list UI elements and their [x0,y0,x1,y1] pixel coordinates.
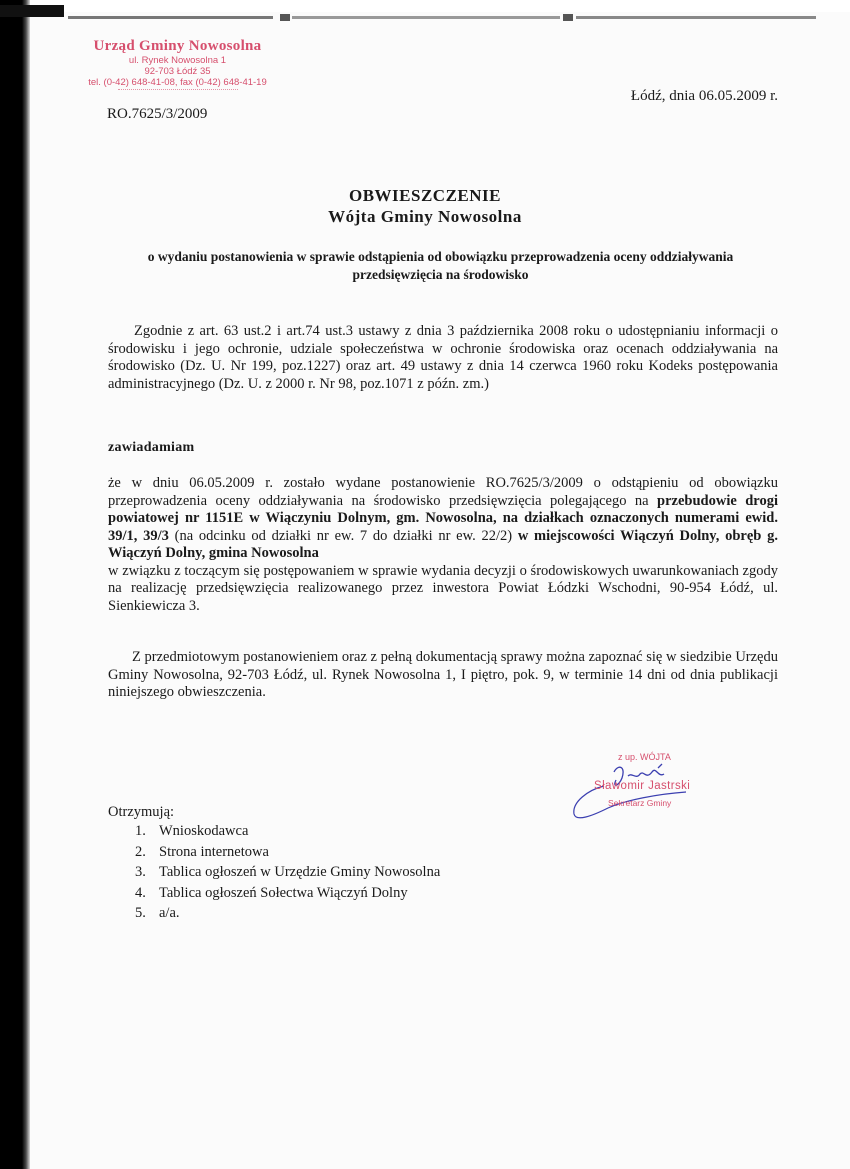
scan-mark [576,16,816,19]
decision-paragraph [108,475,778,615]
office-stamp [70,38,285,96]
stamp-phone: tel. (0-42) 648-41-08, fax (0-42) 648-41-19 [88,77,267,88]
list-item [135,842,440,863]
scan-left-edge [0,0,30,1169]
scan-mark [280,14,290,21]
list-item [135,903,440,924]
document-title: OBWIESZCZENIE [349,186,501,205]
project-description: przebudowie drogi powiatowej nr 1151E w Wiączyniu Dolnym, gm. Nowosolna, na działkach oznaczonych numerami ewid. 39/1, 39/3 [108,492,778,544]
list-item [135,883,440,904]
recipients-title: Otrzymują: [108,804,175,820]
reference-number: RO.7625/3/2009 [107,106,208,122]
scan-mark [563,14,573,21]
signature-on-behalf: z up. WÓJTA [618,752,671,762]
recipients-list [135,821,440,924]
list-item-text: Wnioskodawca [159,823,249,839]
list-item-number: 4. [135,884,146,901]
list-item-number: 3. [135,864,146,880]
announcement-word: zawiadamiam [108,440,195,455]
legal-basis-paragraph: Zgodnie z art. 63 ust.2 i art.74 ust.3 ustawy z dnia 3 października 2008 roku o udostępnianiu informacji o środowisku i jego ochronie, udziale społeczeństwa w ochronie środowiska oraz ocenach oddziaływania na środowisko (Dz. U. Nr 199, poz.1227) oraz art. 49 ustawy z dnia 14 czerwca 1960 roku Kodeks postępowania administracyjnego (Dz. U. z 2000 r. Nr 98, poz.1071 z późn. zm.) [108,323,778,392]
scan-mark [68,16,273,19]
signatory-role: Sekretarz Gminy [608,798,672,808]
list-item-text: Strona internetowa [159,843,269,860]
list-item-text: Tablica ogłoszeń w Urzędzie Gminy Nowosolna [159,864,441,880]
document-subject: o wydaniu postanowienia w sprawie odstąpienia od obowiązku przeprowadzenia oceny oddziaływania przedsięwzięcia na środowisko [147,249,734,282]
document-issuer: Wójta Gminy Nowosolna [328,207,522,226]
place-date: Łódź, dnia 06.05.2009 r. [630,88,778,104]
scan-mark [292,16,560,19]
list-item-number: 1. [135,823,146,839]
list-item-text: a/a. [159,905,180,921]
project-location: w miejscowości Wiączyń Dolny, obręb g. Wiączyń Dolny, gmina Nowosolna [108,527,778,561]
inspection-paragraph: Z przedmiotowym postanowieniem oraz z pełną dokumentacją sprawy można zapoznać się w siedzibie Urzędu Gminy Nowosolna, 92-703 Łódź, ul. Rynek Nowosolna 1, I piętro, pok. 9, w terminie 14 dni od dnia publikacji niniejszego obwieszczenia. [108,649,778,700]
stamp-underline [118,89,238,96]
scan-top-strip [0,0,850,12]
list-item [135,862,440,883]
section-range: (na odcinku od działki nr ew. 7 do działki nr ew. 22/2) [168,527,518,544]
scan-mark [0,5,64,17]
list-item-number: 5. [135,905,146,921]
signature-block [568,750,718,826]
proceedings-context: w związku z toczącym się postępowaniem w sprawie wydania decyzji o środowiskowych uwarunkowaniach zgody na realizację przedsięwzięcia realizowanego przez inwestora Powiat Łódzki Wschodni, 90-954 Łódź, ul. Sienkiewicza 3. [108,562,778,614]
decision-text: że w dniu 06.05.2009 r. zostało wydane postanowienie RO.7625/3/2009 o odstąpieniu od obowiązku przeprowadzenia oceny oddziaływania na środowisko przedsięwzięcia polegającego na [108,475,778,509]
list-item [135,821,440,842]
signatory-name: Sławomir Jastrski [594,780,691,792]
stamp-name: Urząd Gminy Nowosolna [93,38,262,54]
stamp-postal: 92-703 Łódź 35 [144,66,211,77]
list-item-text: Tablica ogłoszeń Sołectwa Wiączyń Dolny [159,884,408,901]
stamp-street: ul. Rynek Nowosolna 1 [128,55,227,66]
list-item-number: 2. [135,843,146,860]
